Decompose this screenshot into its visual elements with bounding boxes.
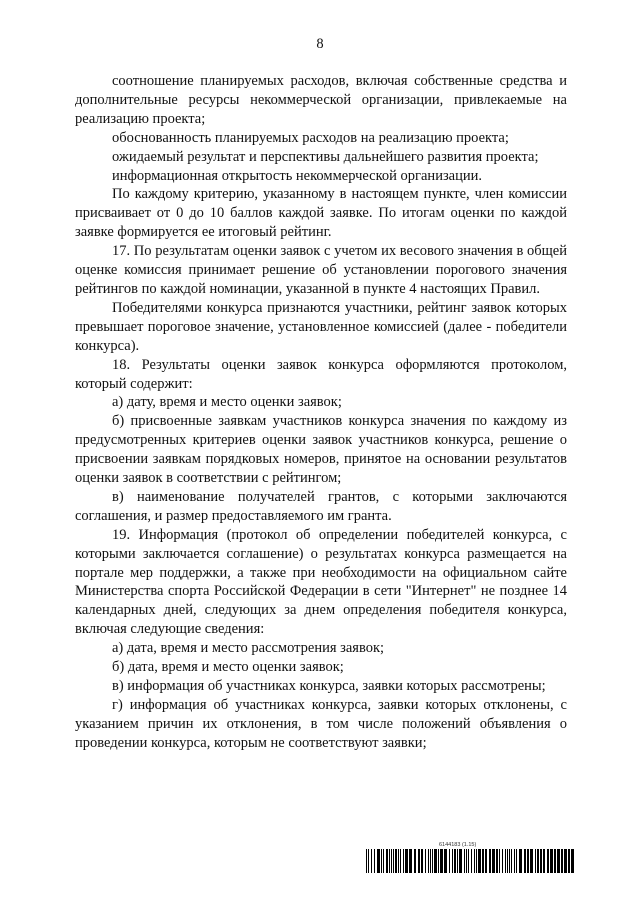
barcode-bar [485,849,487,873]
barcode-bar [509,849,510,873]
barcode-bar [568,849,570,873]
barcode-bar [540,849,542,873]
barcode-bar [519,849,522,873]
barcode-bar [505,849,506,873]
barcode-bar [571,849,574,873]
barcode-bar [516,849,517,873]
barcode-bar [550,849,553,873]
barcode-bar [511,849,512,873]
barcode-bar [403,849,404,873]
barcode-bar [466,849,467,873]
barcode-graphic [366,849,576,873]
barcode-bar [489,849,491,873]
barcode-bar [499,849,500,873]
barcode-bar [438,849,439,873]
barcode-bar [468,849,469,873]
barcode-bar [527,849,529,873]
barcode-bar [383,849,384,873]
paragraph-winners: Победителями конкурса признаются участники, рейтинг заявок которых превышает пороговое значение, установленное комиссией (далее - победители конкурса). [75,299,567,354]
paragraph-18: 18. Результаты оценки заявок конкурса оформляются протоколом, который содержит: [75,356,567,392]
barcode-bar [514,849,515,873]
barcode-bar [400,849,401,873]
barcode-bar [440,849,443,873]
barcode-bar [535,849,536,873]
barcode-bar [366,849,367,873]
barcode-bar [492,849,495,873]
barcode-bar [547,849,549,873]
barcode-bar [457,849,458,873]
barcode-bar [368,849,369,873]
barcode-bar [432,849,433,873]
paragraph-19: 19. Информация (протокол об определении победителей конкурса, с которыми заключается соглашение) о результатах конкурса размещается на портале мер поддержки, а также при необходимости на официальном сайте Министерства спорта Российской Федерации в сети "Интернет" не позднее 14 календарных дней, следующих за днем определения победителя конкурса, включая следующие сведения: [75,526,567,638]
barcode-bar [409,849,412,873]
barcode-bar [449,849,450,873]
barcode-bar [561,849,563,873]
paragraph-18-c: в) наименование получателей грантов, с которыми заключаются соглашения, и размер предоставляемого им гранта. [75,488,567,524]
paragraph-18-a: а) дату, время и место оценки заявок; [112,394,342,411]
barcode-bar [428,849,429,873]
barcode-bar [474,849,475,873]
paragraph-19-d: г) информация об участниках конкурса, заявки которых отклонены, с указанием причин их отклонения, в том числе положений объявления о проведении конкурса, которым не соответствуют заявки; [75,696,567,751]
paragraph-18-b: б) присвоенные заявкам участников конкурса значения по каждому из предусмотренных критериев оценки заявок участников конкурса, решение о присвоении заявкам порядковых номеров, принятое на основании результатов оценки заявок в соответствии с рейтингом; [75,413,567,487]
barcode-bar [554,849,556,873]
barcode-bar [557,849,560,873]
barcode-bar [425,849,426,873]
barcode-bar [389,849,390,873]
paragraph-17: 17. По результатам оценки заявок с учетом их весового значения в общей оценке комиссия принимает решение об установлении порогового значения рейтингов по каждой номинации, указанной в пункте 4 настоящих Правил. [75,243,567,297]
paragraph-scoring: По каждому критерию, указанному в настоящем пункте, член комиссии присваивает от 0 до 10 баллов каждой заявке. По итогам оценки по каждой заявке формируется ее итоговый рейтинг. [75,186,567,241]
barcode-bar [381,849,382,873]
barcode-bar [421,849,423,873]
barcode-bar [371,849,372,873]
paragraph-19-b: б) дата, время и место оценки заявок; [112,659,344,676]
document-code: 6144183 (1.15) [439,842,477,848]
barcode-bar [391,849,392,873]
barcode-bar [414,849,416,873]
barcode-bar [476,849,477,873]
barcode-bar [395,849,397,873]
barcode-bar [482,849,484,873]
barcode-bar [537,849,539,873]
barcode-bar [459,849,462,873]
barcode-bar [524,849,526,873]
paragraph-criterion-openness: информационная открытость некоммерческой организации. [112,167,483,184]
paragraph-criterion-cost-ratio: соотношение планируемых расходов, включая собственные средства и дополнительные ресурсы некоммерческой организации, привлекаемые на реализацию проекта; [75,73,567,127]
barcode-bar [398,849,399,873]
barcode-bar [393,849,394,873]
barcode-bar [374,849,375,873]
paragraph-criterion-expected-result: ожидаемый результат и перспективы дальнейшего развития проекта; [112,148,539,165]
barcode-bar [454,849,456,873]
barcode-bar [430,849,431,873]
barcode-bar [405,849,408,873]
barcode-bar [386,849,388,873]
barcode-bar [452,849,453,873]
document-body [75,72,567,753]
barcode-bar [471,849,472,873]
paragraph-criterion-cost-justification: обоснованность планируемых расходов на реализацию проекта; [112,129,509,146]
page-number: 8 [316,36,324,52]
barcode-bar [543,849,545,873]
barcode-bar [478,849,481,873]
barcode-bar [464,849,465,873]
barcode [366,849,576,873]
barcode-bar [564,849,567,873]
barcode-bar [507,849,508,873]
barcode-bar [530,849,533,873]
barcode-bar [434,849,437,873]
paragraph-19-c: в) информация об участниках конкурса, заявки которых рассмотрены; [112,678,546,694]
barcode-bar [502,849,503,873]
barcode-bar [496,849,498,873]
barcode-bar [418,849,420,873]
paragraph-19-a: а) дата, время и место рассмотрения заявок; [112,640,385,657]
barcode-bar [444,849,447,873]
barcode-bar [377,849,380,873]
